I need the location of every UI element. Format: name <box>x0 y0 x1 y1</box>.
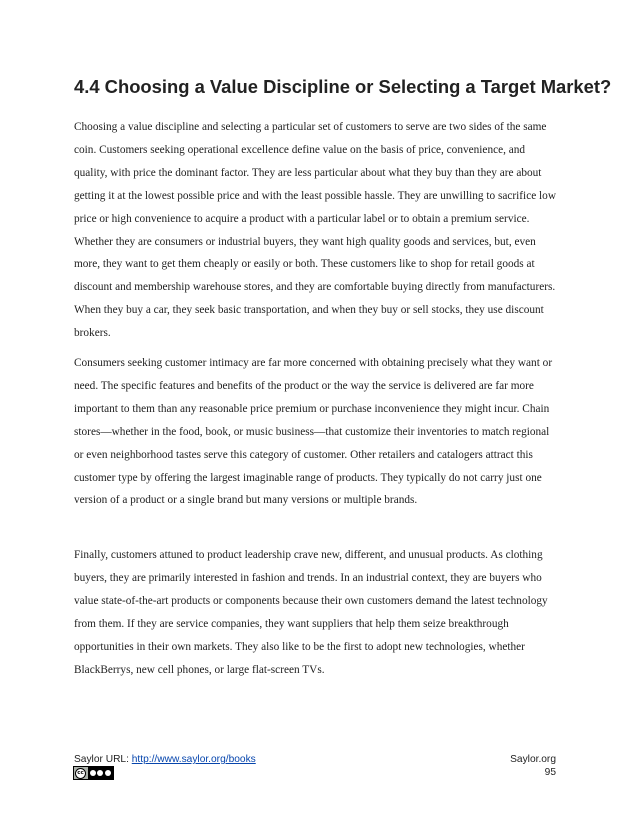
paragraph-operational-excellence: Choosing a value discipline and selecting a particular set of customers to serve are two sides of the same coin. Customers seeking operational excellence define value on the basis of price, convenience, and quality, with price the dominant factor. They are less particular about what they buy than they are about getting it at the lowest possible price and with the least possible hassle. They are unwilling to sacrifice low price or high convenience to acquire a product with a particular label or to obtain a premium service. Whether they are consumers or industrial buyers, they want high quality goods and services, but, even more, they want to get them cheaply or easily or both. These customers like to shop for retail goods at discount and membership warehouse stores, and they are comfortable buying directly from manufacturers. When they buy a car, they seek basic transportation, and when they buy or sell stocks, they use discount brokers. <box>74 121 556 340</box>
noncommercial-icon <box>97 770 103 776</box>
footer-right <box>510 753 556 779</box>
attribution-icon <box>90 770 96 776</box>
paragraph-product-leadership: Finally, customers attuned to product leadership crave new, different, and unusual products. As clothing buyers, they are primarily interested in fashion and trends. In an industrial context, they are buyers who value state-of-the-art products or components because their own customers demand the latest technology from them. If they are service companies, they want suppliers that help them seize breakthrough opportunities in their own markets. They also like to be the first to adopt new technologies, whether BlackBerrys, new cell phones, or large flat-screen TVs. <box>74 549 548 676</box>
footer-url-link[interactable]: http://www.saylor.org/books <box>131 754 256 765</box>
footer-url-label: Saylor URL: <box>74 754 132 765</box>
footer-saylor-url <box>74 753 256 766</box>
section-heading: 4.4 Choosing a Value Discipline or Selecting a Target Market? <box>74 76 612 97</box>
cc-logo-icon: cc <box>75 768 86 779</box>
page-number: 95 <box>544 767 556 778</box>
creative-commons-license-icon[interactable] <box>73 766 114 780</box>
license-attribution-icons <box>88 767 113 779</box>
footer-site-name: Saylor.org <box>510 754 556 765</box>
paragraph-customer-intimacy: Consumers seeking customer intimacy are far more concerned with obtaining precisely what they want or need. The specific features and benefits of the product or the way the service is delivered are far more important to them than any reasonable price premium or purchase inconvenience they might incur. Chain stores—whether in the food, book, or music business—that customize their inventories to match regional or even neighborhood tastes serve this category of customer. Other retailers and catalogers attract this customer type by offering the largest imaginable range of products. They typically do not carry just one version of a product or a single brand but many versions or multiple brands. <box>74 357 553 507</box>
sharealike-icon <box>105 770 111 776</box>
